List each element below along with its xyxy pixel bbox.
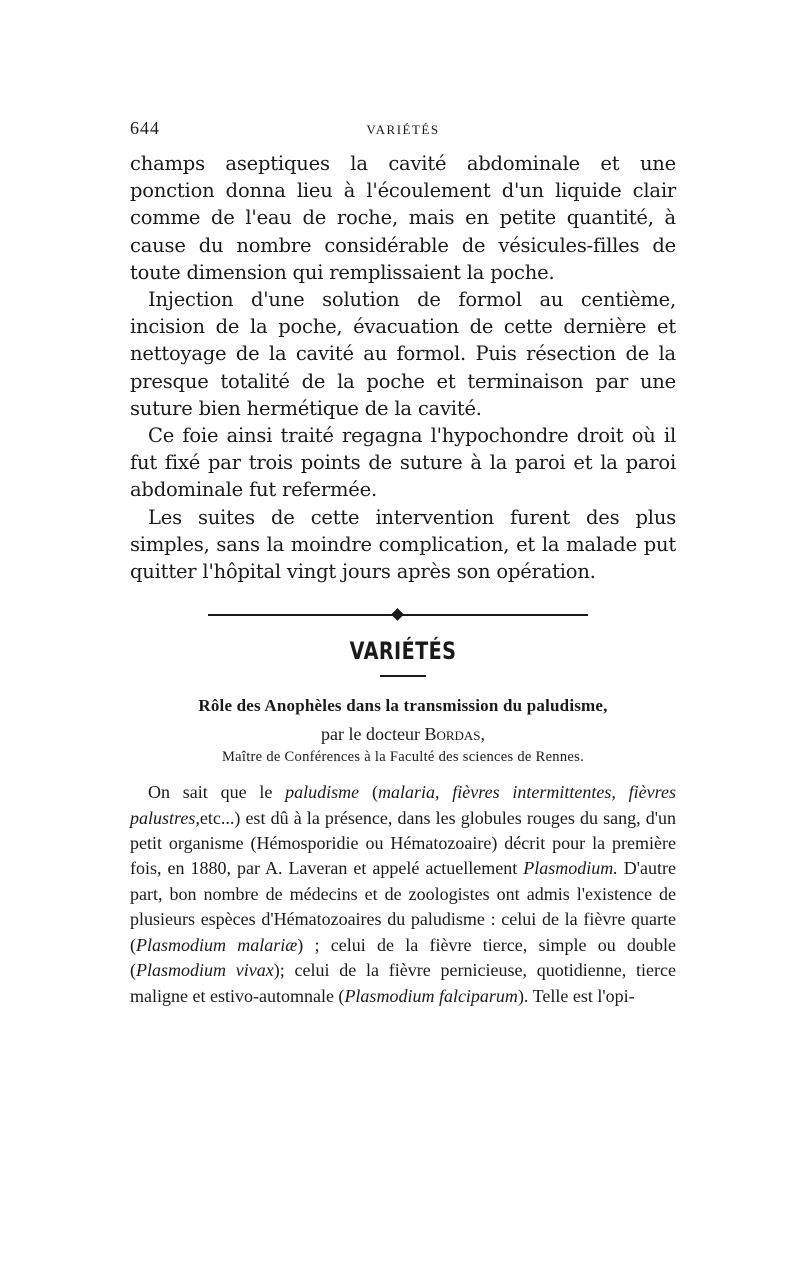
paragraph-4: Les suites de cette intervention furent des plus simples, sans la moindre complication, et la malade put quitter l'hôpital vingt jours après son opération. bbox=[130, 505, 676, 584]
italic-term: Plasmodium falciparum bbox=[344, 985, 518, 1006]
article-title: Rôle des Anophèles dans la transmission du paludisme, bbox=[198, 696, 608, 716]
running-title: VARIÉTÉS bbox=[366, 122, 440, 137]
italic-term: malaria, fièvres intermittentes, fièvres palustres, bbox=[130, 782, 676, 828]
continuation-text bbox=[130, 150, 676, 585]
italic-term: paludisme bbox=[285, 782, 360, 803]
paragraph-3: Ce foie ainsi traité regagna l'hypochondre droit où il fut fixé par trois points de suture à la paroi et la paroi abdominale fut refermée. bbox=[130, 424, 676, 502]
text-run: ). Telle est l'opi- bbox=[517, 985, 635, 1006]
text-run: ( bbox=[359, 782, 378, 803]
text-run: ) ; celui de la fièvre tierce, simple ou double ( bbox=[130, 934, 677, 981]
page-number: 644 bbox=[130, 118, 160, 138]
byline bbox=[130, 724, 676, 745]
running-head bbox=[130, 118, 676, 144]
text-run: D'autre part, bon nombre de médecins et de zoologistes ont admis l'existence de plusieurs espèces d'Hématozoaires du paludisme : celui de la fièvre quarte ( bbox=[130, 858, 676, 955]
text-run: ); celui de la fièvre pernicieuse, quotidienne, tierce maligne et estivo-automnale ( bbox=[130, 960, 677, 1006]
section-separator bbox=[130, 599, 676, 629]
article-paragraph bbox=[130, 780, 676, 1009]
paragraph-2: Injection d'une solution de formol au centième, incision de la poche, évacuation de cette dernière et nettoyage de la cavité au formol. Puis résection de la presque totalité de la poche et terminaison par une suture bien hermétique de la cavité. bbox=[130, 288, 676, 420]
article-text bbox=[130, 780, 676, 1009]
paragraph-1: champs aseptiques la cavité abdominale et une ponction donna lieu à l'écoulement d'un liquide clair comme de l'eau de roche, mais en petite quantité, à cause du nombre considérable de vésicules-filles de toute dimension qui remplissaient la poche. bbox=[130, 152, 676, 284]
author-name: Bordas bbox=[424, 724, 481, 745]
italic-term: Plasmodium. bbox=[523, 858, 618, 879]
text-run: On sait que le bbox=[148, 782, 286, 803]
section-title: VARIÉTÉS bbox=[349, 637, 457, 666]
text-run: etc...) est dû à la présence, dans les globules rouges du sang, d'un petit organisme (Hémosporidie ou Hématozoaire) décrit pour la première fois, en 1880, par A. Laveran et appelé actuellement bbox=[130, 807, 676, 879]
italic-term: Plasmodium vivax bbox=[136, 960, 274, 981]
byline-prefix: par le docteur bbox=[320, 724, 425, 745]
page bbox=[130, 118, 676, 1009]
italic-term: Plasmodium malariæ bbox=[136, 934, 298, 955]
byline-suffix: , bbox=[480, 724, 486, 745]
title-underline bbox=[380, 675, 426, 677]
author-affiliation: Maître de Conférences à la Faculté des sciences de Rennes. bbox=[221, 749, 585, 766]
separator-ornament-icon bbox=[391, 608, 404, 621]
